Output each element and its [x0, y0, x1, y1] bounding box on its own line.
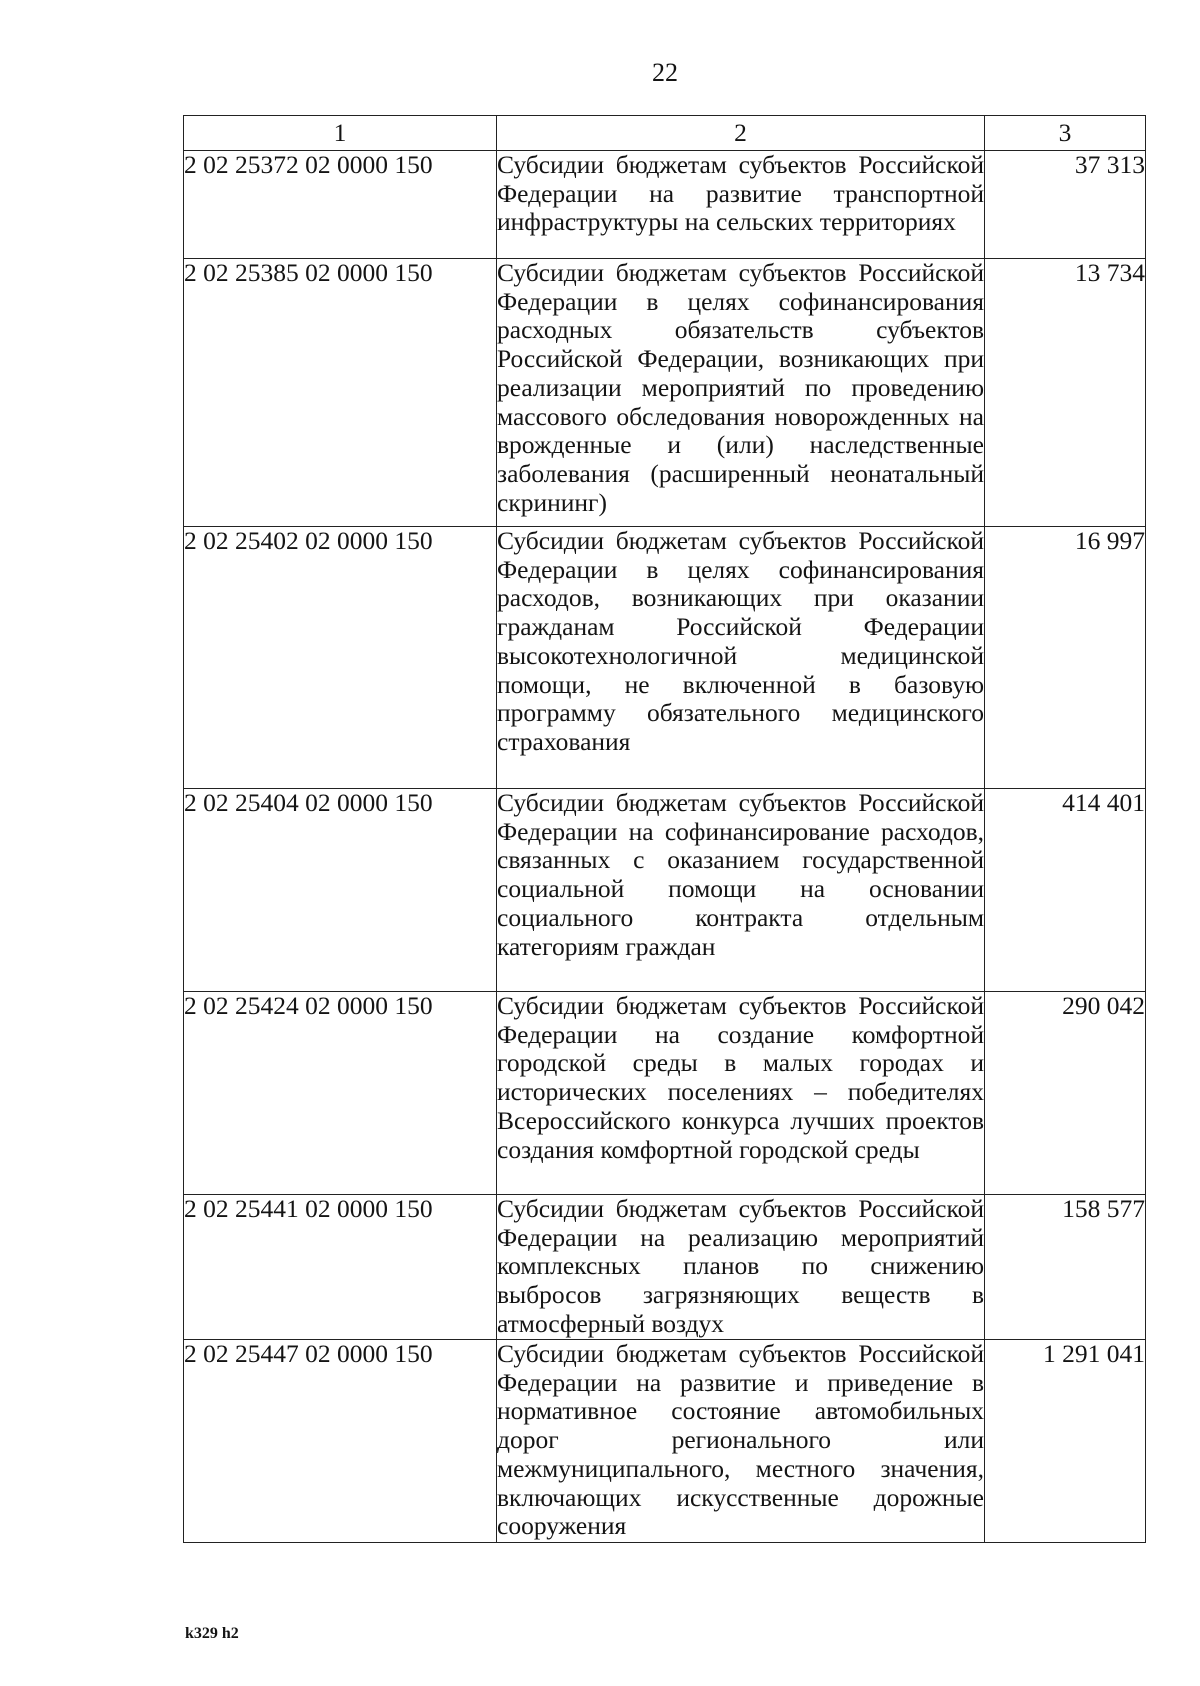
budget-code-cell: 2 02 25385 02 0000 150: [184, 259, 497, 527]
description-cell: Субсидии бюджетам субъектов Российской Федерации в целях софинансирования расходных обязательств субъектов Российской Федерации, возникающих при реализации мероприятий по проведению массового обследования новорожденных на врожденные и (или) наследственные заболевания (расширенный неонатальный скрининг): [497, 259, 985, 527]
budget-code-cell: 2 02 25424 02 0000 150: [184, 992, 497, 1195]
column-header-3: 3: [985, 116, 1146, 151]
column-header-2: 2: [497, 116, 985, 151]
description-cell: Субсидии бюджетам субъектов Российской Федерации на реализацию мероприятий комплексных планов по снижению выбросов загрязняющих веществ в атмосферный воздух: [497, 1194, 984, 1338]
description-cell: Субсидии бюджетам субъектов Российской Федерации на создание комфортной городской среды в малых городах и исторических поселениях – победителях Всероссийского конкурса лучших проектов создания комфортной городской среды: [497, 992, 985, 1195]
table-body: [184, 151, 1146, 1543]
table-row: [184, 1340, 1146, 1543]
description-cell: Субсидии бюджетам субъектов Российской Федерации в целях софинансирования расходов, возникающих при оказании гражданам Российской Федерации высокотехнологичной медицинской помощи, не включенной в базовую программу обязательного медицинского страхования: [497, 527, 985, 789]
table-row: [184, 151, 1146, 259]
document-footer-code: k329 h2: [185, 1625, 239, 1642]
table-row: [184, 992, 1146, 1195]
budget-code-cell: 2 02 25441 02 0000 150: [184, 1195, 497, 1340]
amount-cell: 158 577: [985, 1195, 1146, 1340]
table-header: [184, 116, 1146, 151]
header-row: [184, 116, 1146, 151]
budget-code-cell: 2 02 25404 02 0000 150: [184, 789, 497, 992]
table-row: [184, 527, 1146, 789]
table-row: [184, 789, 1146, 992]
description-cell: Субсидии бюджетам субъектов Российской Федерации на софинансирование расходов, связанных с оказанием государственной социальной помощи на основании социального контракта отдельным категориям граждан: [497, 789, 985, 992]
budget-code-cell: 2 02 25402 02 0000 150: [184, 527, 497, 789]
amount-cell: 414 401: [985, 789, 1146, 992]
description-cell: Субсидии бюджетам субъектов Российской Федерации на развитие транспортной инфраструктуры на сельских территориях: [497, 151, 985, 259]
budget-code-cell: 2 02 25447 02 0000 150: [184, 1340, 497, 1543]
amount-cell: 16 997: [985, 527, 1146, 789]
budget-code-cell: 2 02 25372 02 0000 150: [184, 151, 497, 259]
amount-cell: 290 042: [985, 992, 1146, 1195]
page-number: 22: [652, 58, 678, 87]
table-row: [184, 1195, 1146, 1340]
amount-cell: 13 734: [985, 259, 1146, 527]
column-header-1: 1: [184, 116, 497, 151]
description-cell: Субсидии бюджетам субъектов Российской Федерации на развитие и приведение в нормативное состояние автомобильных дорог регионального или межмуниципального, местного значения, включающих искусственные дорожные сооружения: [497, 1340, 985, 1543]
amount-cell: 1 291 041: [985, 1340, 1146, 1543]
budget-table: [183, 115, 1146, 1543]
table-row: [184, 259, 1146, 527]
amount-cell: 37 313: [985, 151, 1146, 259]
